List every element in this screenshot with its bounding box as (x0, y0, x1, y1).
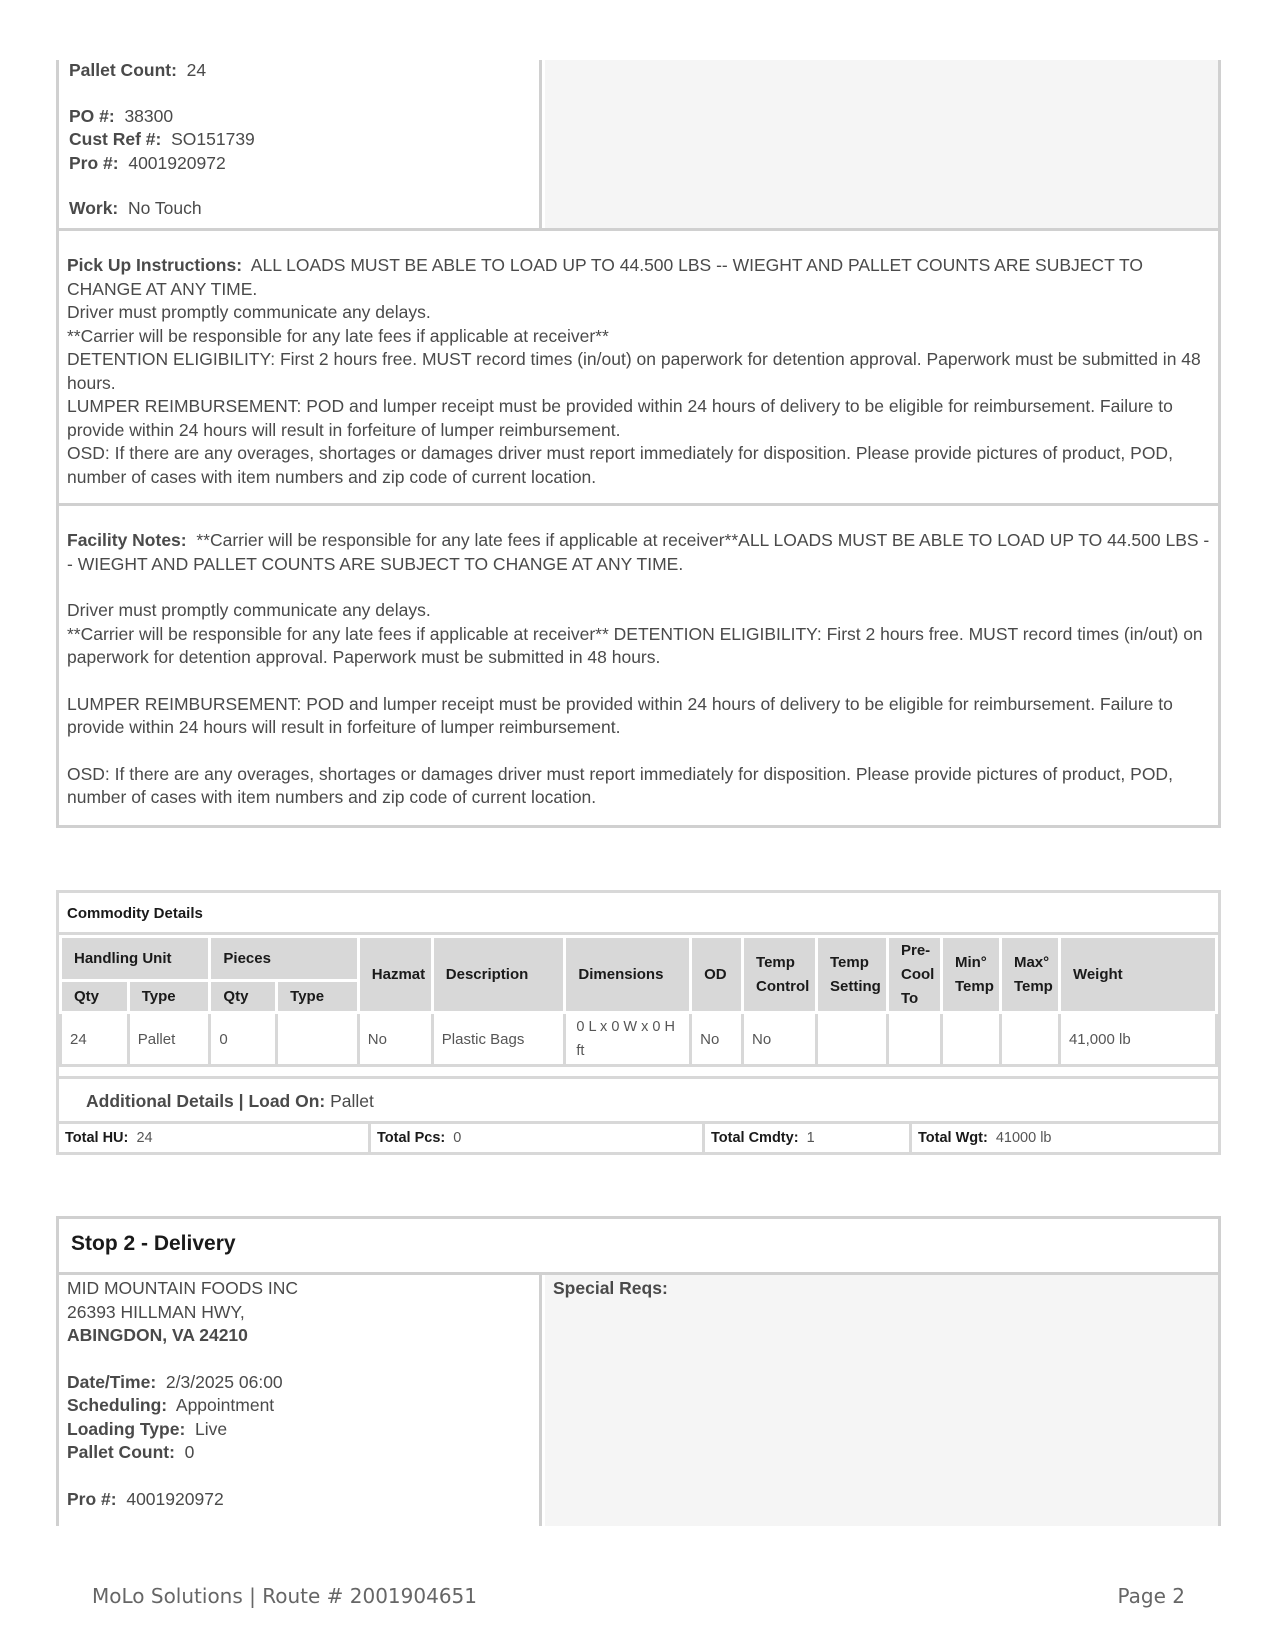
table-row (61, 1013, 1217, 1066)
total-hu-label: Total HU: (65, 1130, 129, 1146)
facility-para-4: OSD: If there are any overages, shortages or damages driver must report immediately for disposition. Please provide pictures of product, POD, number of cases with item numbers and zip code of current location. (67, 763, 1173, 807)
total-pcs-label: Total Pcs: (377, 1130, 446, 1146)
pickup-line-2: Driver must promptly communicate any delays. (67, 302, 431, 322)
cell-hu-qty: 24 (61, 1013, 129, 1066)
col-pc-qty: Qty (210, 981, 277, 1013)
col-hu-qty: Qty (61, 981, 129, 1013)
cell-od: No (691, 1013, 743, 1066)
po-label: PO #: (69, 105, 115, 126)
total-cmdty-value: 1 (806, 1130, 815, 1146)
col-pieces: Pieces (210, 937, 358, 981)
total-hu (59, 1124, 371, 1152)
pro-label-2: Pro #: (67, 1488, 117, 1509)
total-wgt-value: 41000 lb (995, 1130, 1052, 1146)
cell-min-temp (941, 1013, 1000, 1066)
total-cmdty (705, 1124, 912, 1152)
commodity-title: Commodity Details (67, 905, 203, 922)
pickup-line-3: **Carrier will be responsible for any late fees if applicable at receiver** (67, 325, 609, 346)
totals-row (59, 1124, 1218, 1152)
cell-weight: 41,000 lb (1059, 1013, 1216, 1066)
total-hu-value: 24 (136, 1130, 153, 1146)
col-min-temp: Min° Temp (941, 937, 1000, 1013)
special-reqs-label: Special Reqs: (553, 1278, 668, 1298)
cell-temp-setting (817, 1013, 888, 1066)
datetime-label: Date/Time: (67, 1371, 157, 1392)
pickup-line-6: OSD: If there are any overages, shortages or damages driver must report immediately for disposition. Please provide pictures of product, POD, number of cases with item numbers and zip code of current location. (67, 443, 1173, 487)
stop2-delivery-section (56, 1216, 1221, 1526)
stop1-details-section (56, 60, 1221, 231)
footer-route: MoLo Solutions | Route # 2001904651 (92, 1584, 477, 1608)
facility-para-3: LUMPER REIMBURSEMENT: POD and lumper receipt must be provided within 24 hours of delivery to be eligible for reimbursement. Failure to provide within 24 hours will result in forfeiture of lumper reimbursement. (67, 693, 1173, 737)
col-temp-setting: Temp Setting (817, 937, 888, 1013)
special-reqs-panel (545, 1275, 1218, 1526)
col-description: Description (432, 937, 565, 1013)
pickup-instructions-label: Pick Up Instructions: (67, 255, 243, 275)
consignee-city: ABINGDON, VA 24210 (67, 1325, 248, 1345)
cell-pc-type (277, 1013, 359, 1066)
scheduling-label: Scheduling: (67, 1395, 168, 1415)
stop2-title: Stop 2 - Delivery (59, 1219, 1218, 1275)
po-value: 38300 (124, 105, 174, 126)
cell-temp-control: No (743, 1013, 817, 1066)
cell-hazmat: No (358, 1013, 432, 1066)
additional-details-label: Additional Details (86, 1091, 234, 1111)
cust-ref-label: Cust Ref #: (69, 129, 162, 149)
pro-value: 4001920972 (128, 152, 226, 173)
work-label: Work: (69, 198, 119, 218)
loading-type-label: Loading Type: (67, 1418, 186, 1439)
facility-para-2b: **Carrier will be responsible for any late fees if applicable at receiver** DETENTION ELIGIBILITY: First 2 hours free. MUST record times (in/out) on paperwork for detention approval. Paperwork must be submitted in 48 hours. (67, 623, 1203, 667)
cell-pc-qty: 0 (210, 1013, 277, 1066)
loading-type-value: Live (195, 1418, 228, 1439)
facility-notes-section (56, 503, 1221, 828)
cell-hu-type: Pallet (128, 1013, 210, 1066)
separator: | (238, 1091, 249, 1111)
commodity-details-section (56, 890, 1221, 1155)
pickup-line-4: DETENTION ELIGIBILITY: First 2 hours free. MUST record times (in/out) on paperwork for detention approval. Paperwork must be submitted in 48 hours. (67, 349, 1201, 393)
pickup-line-1: ALL LOADS MUST BE ABLE TO LOAD UP TO 44.500 LBS -- WIEGHT AND PALLET COUNTS ARE SUBJECT TO CHANGE AT ANY TIME. (67, 255, 1143, 299)
load-on-label: Load On: (248, 1091, 326, 1111)
datetime-value: 2/3/2025 06:00 (165, 1371, 283, 1392)
col-pre-cool: Pre-Cool To (887, 937, 941, 1013)
cell-max-temp (1000, 1013, 1059, 1066)
pro-label: Pro #: (69, 152, 119, 173)
col-od: OD (691, 937, 743, 1013)
col-handling-unit: Handling Unit (61, 937, 210, 981)
cell-pre-cool (887, 1013, 941, 1066)
col-temp-control: Temp Control (743, 937, 817, 1013)
footer-page: Page 2 (1117, 1584, 1185, 1608)
pro-value-2: 4001920972 (126, 1488, 224, 1509)
pallet-count-value: 24 (186, 60, 207, 80)
stop1-details-left (59, 60, 542, 228)
cust-ref-value: SO151739 (171, 129, 255, 149)
stop2-address-panel (59, 1275, 542, 1526)
col-hu-type: Type (128, 981, 210, 1013)
commodity-table (59, 935, 1218, 1067)
pallet-count-value-2: 0 (184, 1442, 195, 1462)
total-wgt (912, 1124, 1218, 1152)
stop1-details-right (545, 60, 1218, 228)
work-value: No Touch (128, 198, 202, 218)
consignee-name: MID MOUNTAIN FOODS INC (67, 1278, 299, 1298)
pickup-instructions-section (56, 228, 1221, 506)
facility-notes-label: Facility Notes: (67, 530, 187, 550)
total-pcs (371, 1124, 705, 1152)
total-cmdty-label: Total Cmdty: (711, 1130, 799, 1146)
col-pc-type: Type (277, 981, 359, 1013)
cell-dimensions: 0 L x 0 W x 0 H ft (565, 1013, 691, 1066)
pallet-count-label-2: Pallet Count: (67, 1442, 175, 1462)
total-pcs-value: 0 (453, 1130, 462, 1146)
consignee-street: 26393 HILLMAN HWY, (67, 1301, 245, 1322)
col-weight: Weight (1059, 937, 1216, 1013)
total-wgt-label: Total Wgt: (918, 1130, 988, 1146)
pallet-count-label: Pallet Count: (69, 60, 177, 80)
facility-para-2a: Driver must promptly communicate any delays. (67, 600, 431, 620)
pickup-line-5: LUMPER REIMBURSEMENT: POD and lumper receipt must be provided within 24 hours of delivery to be eligible for reimbursement. Failure to provide within 24 hours will result in forfeiture of lumper reimbursement. (67, 396, 1173, 440)
scheduling-value: Appointment (175, 1395, 275, 1415)
additional-details (59, 1076, 1218, 1124)
load-on-value: Pallet (330, 1091, 374, 1111)
facility-para-1: **Carrier will be responsible for any late fees if applicable at receiver**ALL LOADS MUST BE ABLE TO LOAD UP TO 44.500 LBS -- WIEGHT AND PALLET COUNTS ARE SUBJECT TO CHANGE AT ANY TIME. (67, 530, 1210, 574)
col-max-temp: Max° Temp (1000, 937, 1059, 1013)
col-hazmat: Hazmat (358, 937, 432, 1013)
cell-description: Plastic Bags (432, 1013, 565, 1066)
col-dimensions: Dimensions (565, 937, 691, 1013)
